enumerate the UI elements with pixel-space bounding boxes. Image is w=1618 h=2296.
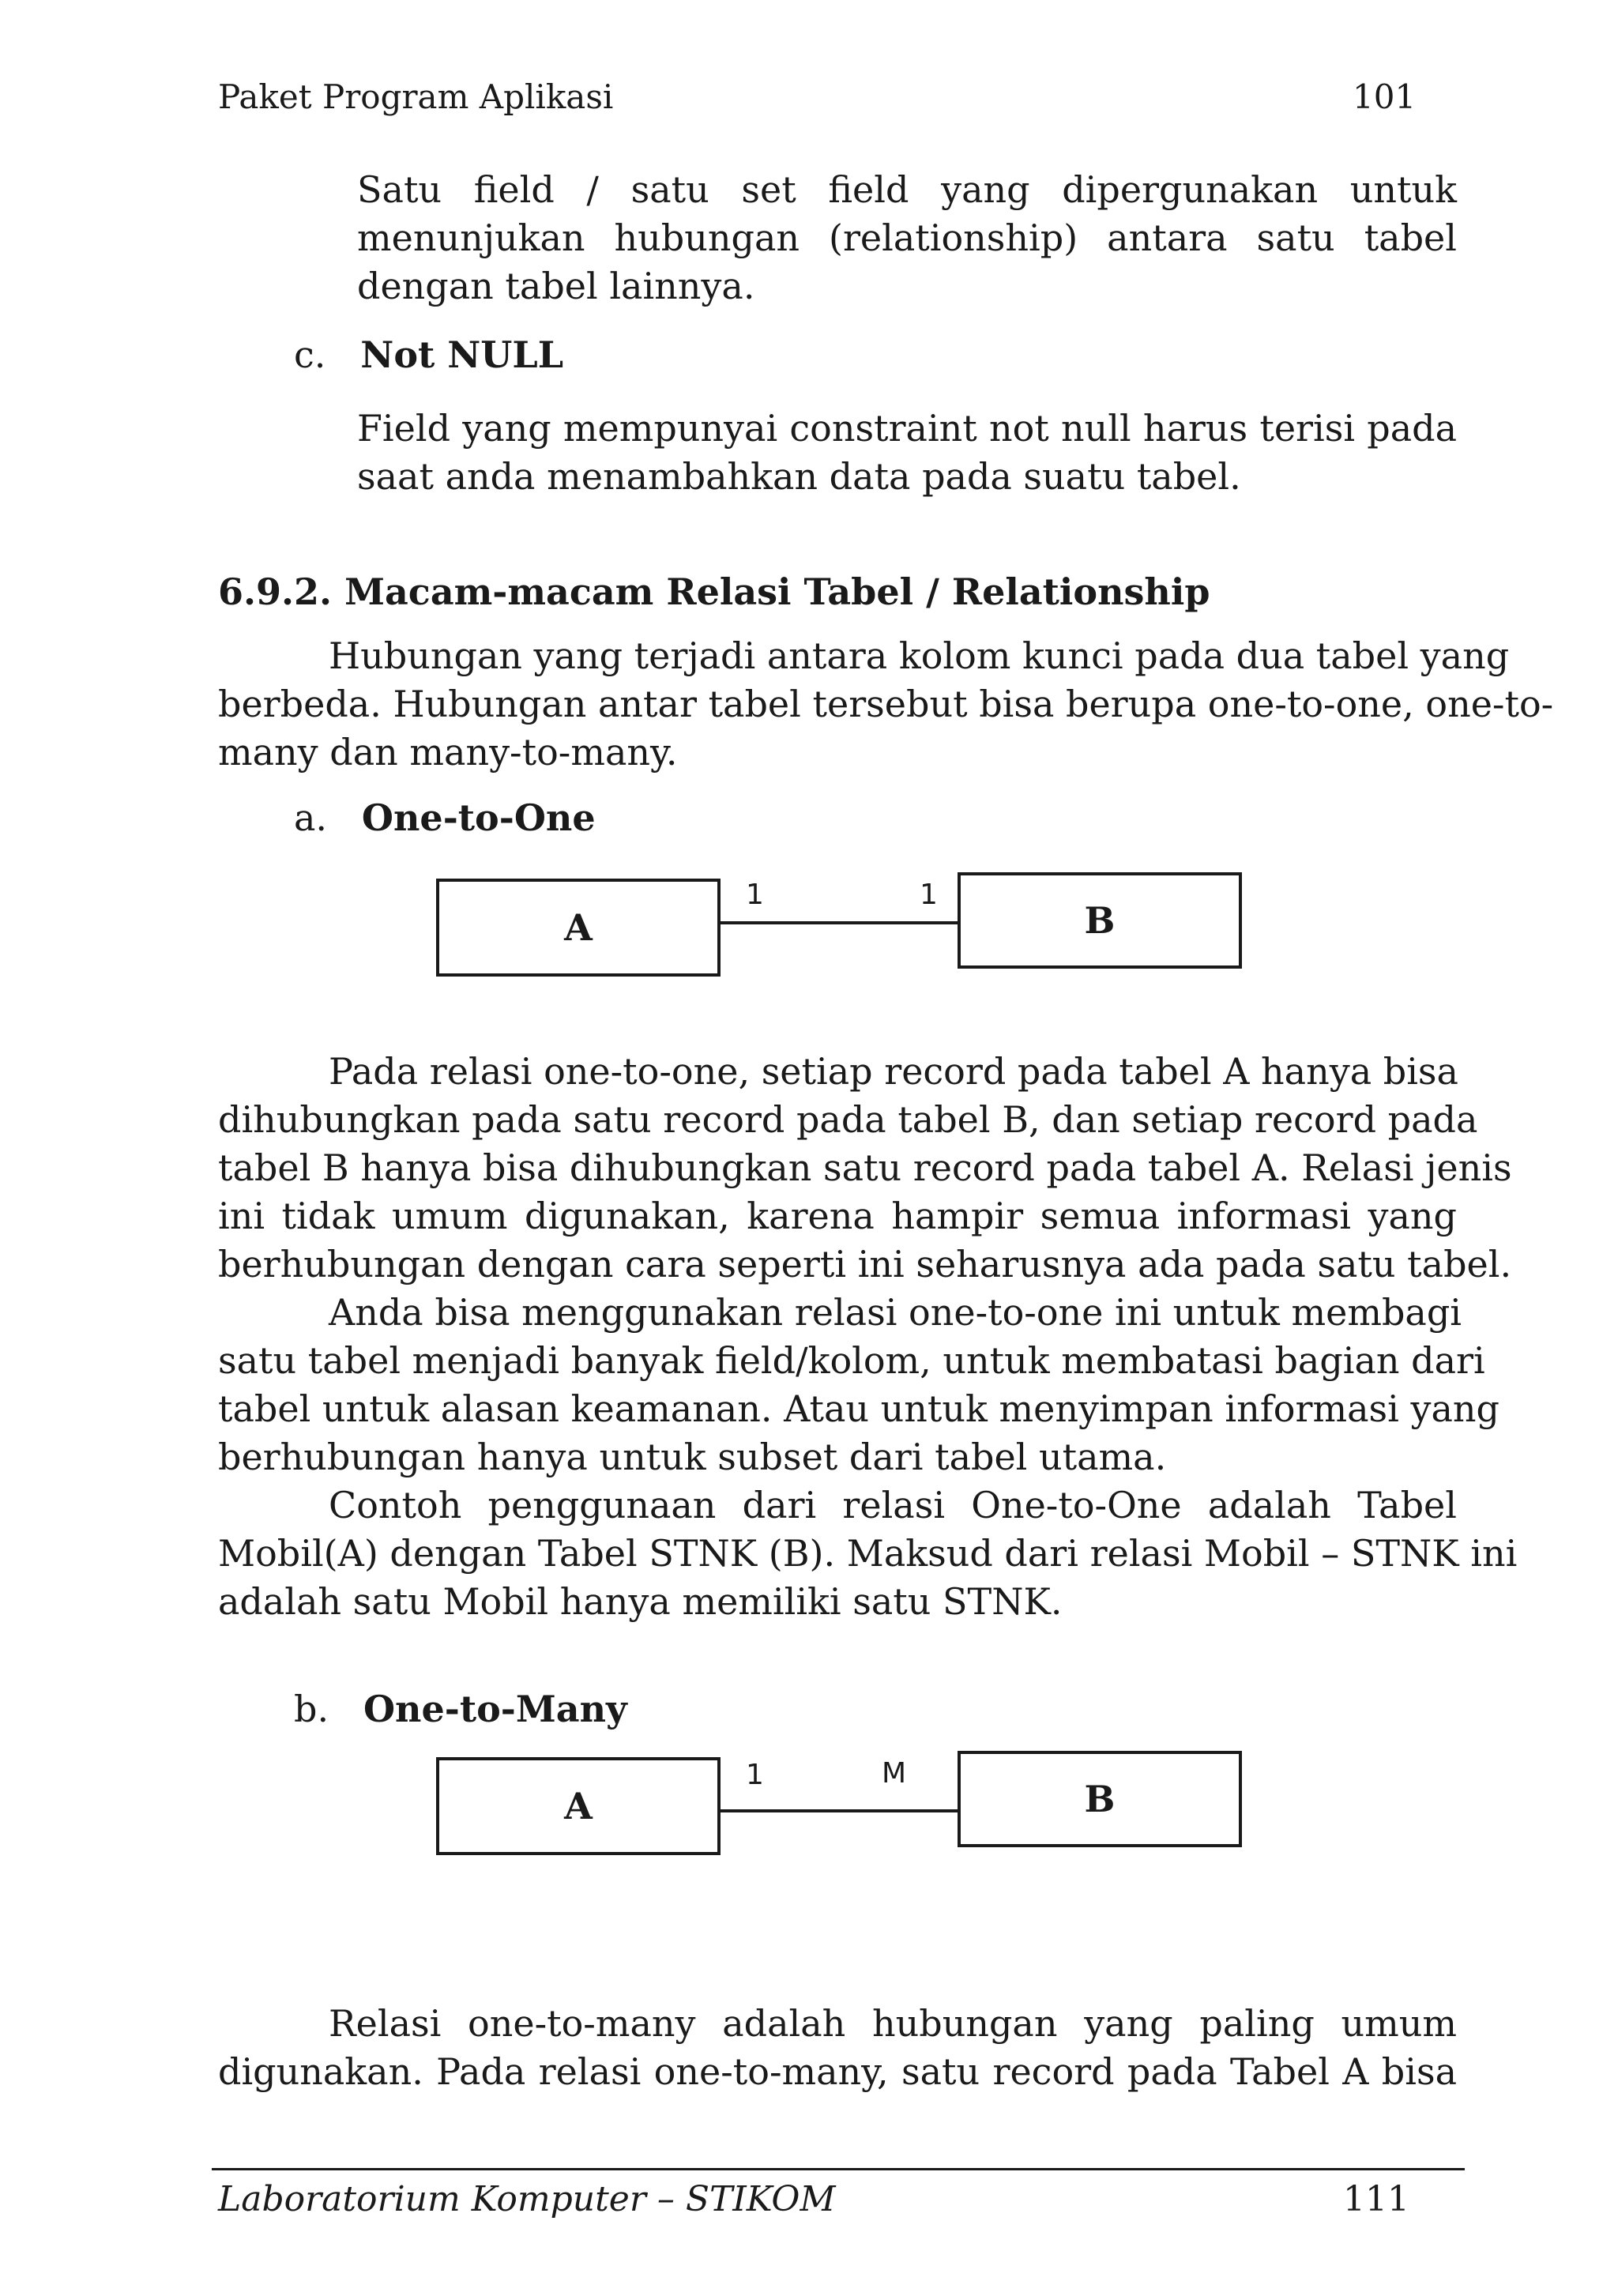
footer-page-number: 111 — [1343, 2179, 1409, 2219]
text-line: menunjukan hubungan (relationship) antara satu tabel — [357, 216, 1457, 259]
relationship-line — [721, 921, 958, 924]
text-line: dihubungkan pada satu record pada tabel B, dan setiap record pada — [218, 1098, 1478, 1141]
text-line: Satu field / satu set field yang dipergunakan untuk — [357, 168, 1457, 211]
list-item-title: Not NULL — [360, 333, 564, 376]
text-line: digunakan. Pada relasi one-to-many, satu record pada Tabel A bisa — [218, 2050, 1457, 2093]
section-intro — [218, 632, 1554, 777]
text-line: berbeda. Hubungan antar tabel tersebut bisa berupa one-to-one, one-to- — [218, 683, 1554, 725]
text-line: adalah satu Mobil hanya memiliki satu STNK. — [218, 1580, 1063, 1623]
text-line: many dan many-to-many. — [218, 731, 678, 773]
one-to-one-paragraph-2 — [218, 1289, 1499, 1481]
text-line: saat anda menambahkan data pada suatu tabel. — [357, 455, 1241, 498]
list-item-not-null — [294, 333, 563, 376]
cardinality-right: M — [882, 1757, 907, 1790]
entity-box-a: A — [436, 1757, 721, 1855]
list-marker: a. — [294, 796, 328, 839]
text-line: berhubungan dengan cara seperti ini seharusnya ada pada satu tabel. — [218, 1243, 1512, 1285]
list-item-title: One-to-Many — [363, 1688, 627, 1730]
entity-box-b: B — [958, 872, 1242, 969]
text-line: Mobil(A) dengan Tabel STNK (B). Maksud dari relasi Mobil – STNK ini — [218, 1532, 1518, 1575]
list-item-one-to-one — [294, 796, 596, 839]
cardinality-left: 1 — [746, 879, 764, 911]
footer-publisher: Laboratorium Komputer – STIKOM — [218, 2179, 836, 2219]
section-heading: 6.9.2. Macam-macam Relasi Tabel / Relationship — [218, 570, 1210, 613]
list-item-one-to-many — [294, 1688, 627, 1730]
one-to-one-paragraph-1 — [218, 1048, 1512, 1289]
text-line: Hubungan yang terjadi antara kolom kunci pada dua tabel yang — [329, 634, 1510, 677]
not-null-description — [357, 405, 1457, 501]
list-marker: c. — [294, 333, 326, 376]
text-line: ini tidak umum digunakan, karena hampir semua informasi yang — [218, 1195, 1457, 1237]
cardinality-right: 1 — [920, 879, 938, 911]
footer-rule — [212, 2168, 1465, 2170]
entity-box-b: B — [958, 1751, 1242, 1847]
list-marker: b. — [294, 1688, 329, 1730]
one-to-many-paragraph-1 — [218, 2000, 1457, 2096]
text-line: tabel untuk alasan keamanan. Atau untuk menyimpan informasi yang — [218, 1387, 1499, 1430]
text-line: Contoh penggunaan dari relasi One-to-One adalah Tabel — [329, 1484, 1457, 1526]
running-header-page: 101 — [1353, 77, 1417, 116]
list-item-title: One-to-One — [361, 796, 596, 839]
text-line: Anda bisa menggunakan relasi one-to-one ini untuk membagi — [329, 1291, 1462, 1334]
text-line: dengan tabel lainnya. — [357, 265, 755, 307]
entity-box-a: A — [436, 879, 721, 977]
text-line: Relasi one-to-many adalah hubungan yang paling umum — [329, 2002, 1457, 2045]
foreign-key-description — [357, 166, 1457, 311]
text-line: Pada relasi one-to-one, setiap record pada tabel A hanya bisa — [329, 1050, 1458, 1093]
text-line: satu tabel menjadi banyak field/kolom, untuk membatasi bagian dari — [218, 1339, 1485, 1382]
relationship-line — [721, 1809, 958, 1812]
cardinality-left: 1 — [746, 1759, 764, 1791]
running-header-title: Paket Program Aplikasi — [218, 77, 614, 116]
text-line: berhubungan hanya untuk subset dari tabel utama. — [218, 1436, 1167, 1478]
text-line: tabel B hanya bisa dihubungkan satu record pada tabel A. Relasi jenis — [218, 1146, 1512, 1189]
one-to-one-paragraph-3 — [218, 1481, 1518, 1626]
text-line: Field yang mempunyai constraint not null harus terisi pada — [357, 407, 1457, 450]
